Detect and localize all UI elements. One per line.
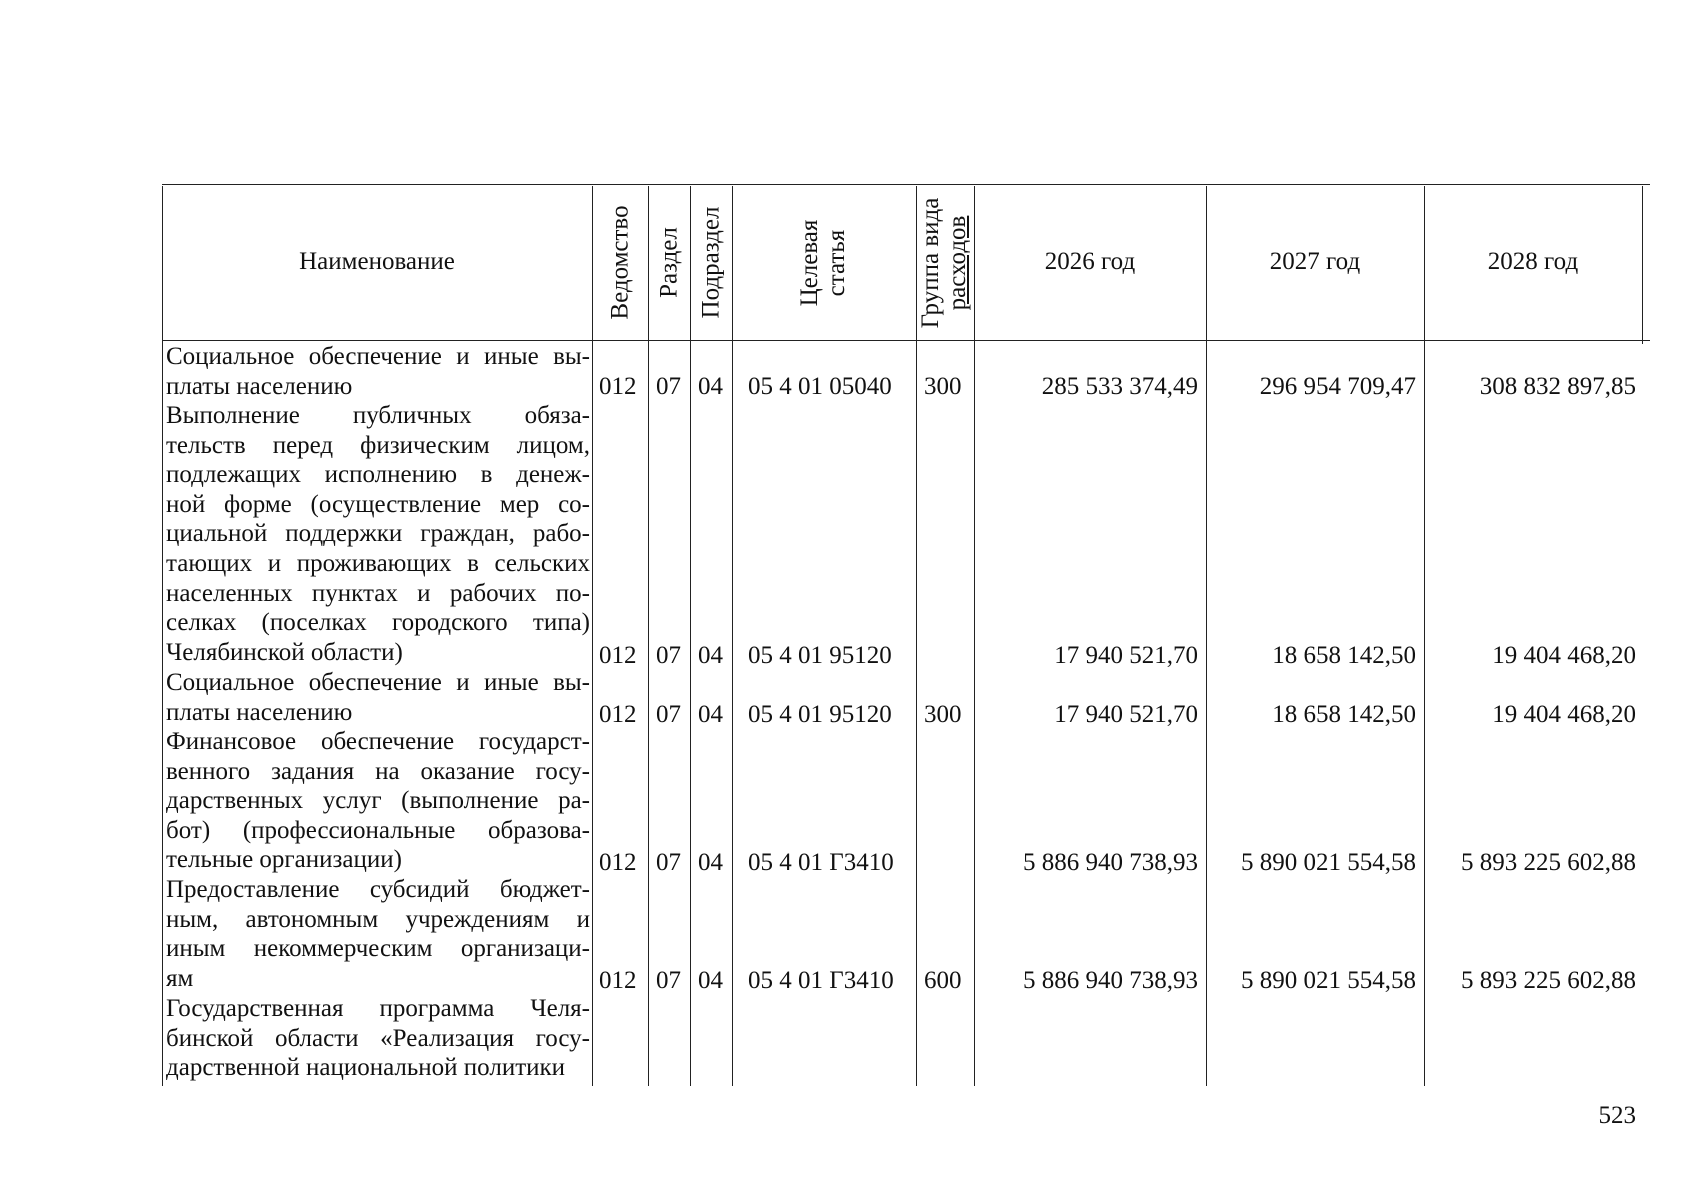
row-name [166,342,590,401]
name-line: ным, автономным учреждениям и [166,905,590,933]
cell-section: 07 [656,967,681,994]
col-border-name [592,186,593,1086]
cell-target: 05 4 01 95120 [748,701,892,728]
cell-target: 05 4 01 Г3410 [748,849,894,876]
col-border-left [162,186,163,1086]
cell-section: 07 [656,701,681,728]
name-line: бинской области «Реализация госу- [166,1024,590,1052]
col-border-sub [732,186,733,1086]
name-line: Социальное обеспечение и иные вы- [166,343,590,370]
col-border-group [974,186,975,1086]
header-target-article [796,203,852,323]
cell-group: 300 [924,373,962,400]
name-line: Государственная программа Челя- [166,995,590,1022]
cell-2026: 5 886 940 738,93 [1023,967,1198,994]
name-line: иным некоммерческим организаци- [166,935,590,963]
name-line: дарственных услуг (выполнение ра- [166,787,590,815]
cell-2026: 285 533 374,49 [1041,373,1198,400]
cell-2027: 18 658 142,50 [1272,642,1416,669]
name-line: циальной поддержки граждан, рабо- [166,520,590,548]
row-name [166,875,590,993]
header-name: Наименование [299,248,455,275]
cell-dept: 012 [599,373,637,400]
name-line: тельств перед физическим лицом, [166,431,590,459]
name-line: венного задания на оказание госу- [166,757,590,785]
cell-dept: 012 [599,642,637,669]
cell-2027: 5 890 021 554,58 [1241,849,1416,876]
cell-group: 300 [924,701,962,728]
header-section: Раздел [655,227,683,298]
name-line: платы населению [166,372,353,400]
cell-subsection: 04 [698,849,723,876]
cell-2028: 5 893 225 602,88 [1461,967,1636,994]
name-line: платы населению [166,698,353,726]
cell-2028: 308 832 897,85 [1479,373,1636,400]
cell-2028: 19 404 468,20 [1492,642,1636,669]
name-line: подлежащих исполнению в денеж- [166,461,590,489]
cell-target: 05 4 01 05040 [748,373,892,400]
cell-group: 600 [924,967,962,994]
cell-2026: 5 886 940 738,93 [1023,849,1198,876]
name-line: Предоставление субсидий бюджет- [166,876,590,903]
name-line: селках (поселках городского типа) [166,609,590,637]
cell-subsection: 04 [698,373,723,400]
col-border-2027 [1424,186,1425,1086]
name-line: дарственной национальной политики [166,1054,566,1082]
header-target-line1: Целевая [796,219,823,307]
name-line: ям [166,964,194,992]
cell-target: 05 4 01 95120 [748,642,892,669]
table-top-border [162,184,1650,185]
name-line: Выполнение публичных обяза- [166,402,590,429]
col-border-dept [648,186,649,1086]
header-department: Ведомство [606,205,634,320]
cell-target: 05 4 01 Г3410 [748,967,894,994]
col-border-2026 [1206,186,1207,1086]
cell-subsection: 04 [698,642,723,669]
cell-2028: 5 893 225 602,88 [1461,849,1636,876]
cell-2027: 5 890 021 554,58 [1241,967,1416,994]
col-border-sec [690,186,691,1086]
cell-subsection: 04 [698,967,723,994]
header-year-2027: 2027 год [1269,248,1361,275]
cell-dept: 012 [599,701,637,728]
name-line: Челябинской области) [166,638,403,666]
cell-2026: 17 940 521,70 [1054,642,1198,669]
cell-dept: 012 [599,967,637,994]
cell-section: 07 [656,642,681,669]
cell-2027: 18 658 142,50 [1272,701,1416,728]
header-target-line2: статья [823,229,850,297]
name-line: Финансовое обеспечение государст- [166,728,590,755]
header-expense-group [917,193,973,333]
cell-dept: 012 [599,849,637,876]
row-name [166,994,590,1083]
header-group-line2: расходов [944,215,971,311]
cell-2028: 19 404 468,20 [1492,701,1636,728]
name-line: населенных пунктах и рабочих по- [166,579,590,607]
page-number: 523 [1598,1102,1636,1129]
header-year-2028: 2028 год [1487,248,1579,275]
row-name [166,727,590,875]
name-line: тающих и проживающих в сельских [166,549,590,577]
cell-2027: 296 954 709,47 [1259,373,1416,400]
cell-2026: 17 940 521,70 [1054,701,1198,728]
name-line: ной форме (осуществление мер со- [166,490,590,518]
cell-section: 07 [656,373,681,400]
row-name [166,668,590,727]
header-year-2026: 2026 год [1044,248,1136,275]
header-subsection: Подраздел [697,206,725,319]
cell-subsection: 04 [698,701,723,728]
name-line: тельные организации) [166,846,402,874]
header-group-line1: Группа вида [917,197,944,329]
header-bottom-border [162,340,1650,341]
name-line: Социальное обеспечение и иные вы- [166,669,590,696]
row-name [166,401,590,667]
name-line: бот) (профессиональные образова- [166,816,590,844]
cell-section: 07 [656,849,681,876]
col-border-right [1642,186,1643,344]
